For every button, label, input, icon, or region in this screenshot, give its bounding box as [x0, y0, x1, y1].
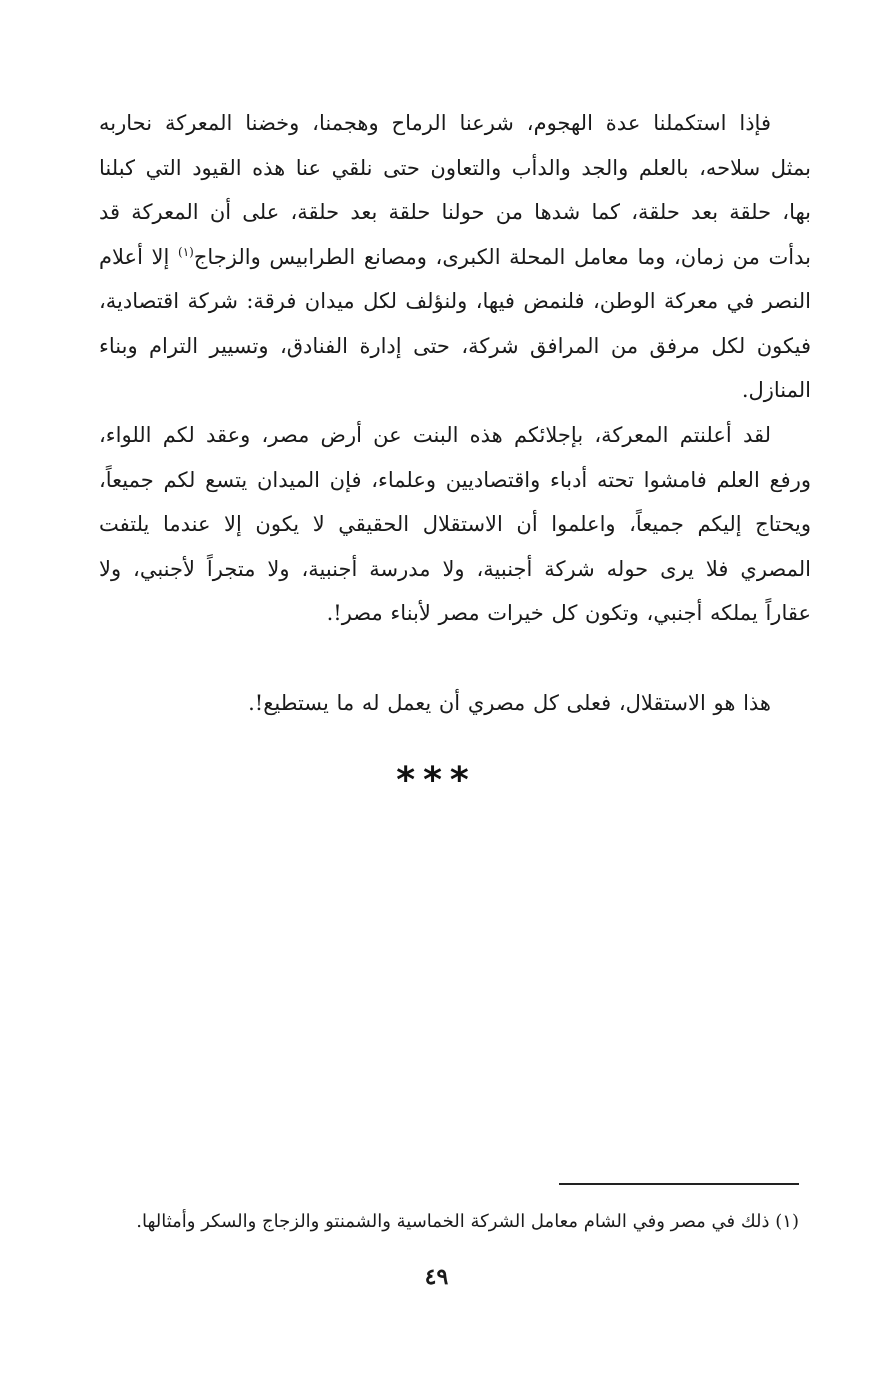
- footnote: (١) ذلك في مصر وفي الشام معامل الشركة الخماسية والشمنتو والزجاج والسكر وأمثالها.: [136, 1211, 799, 1232]
- paragraph-2-text: لقد أعلنتم المعركة، بإجلائكم هذه البنت عن أرض مصر، وعقد لكم اللواء، ورفع العلم فامشوا تحته أدباء واقتصاديين وعلماء، فإن الميدان يتسع لكم جميعاً، ويحتاج إليكم جميعاً، واعلموا أن الاستقلال الحقيقي لا يكون إلا عندما يلتفت المصري فلا يرى حوله شركة أجنبية، ولا مدرسة أجنبية، ولا متجراً لأجنبي، ولا عقاراً يملكه أجنبي، وتكون كل خيرات مصر لأبناء مصر!.: [99, 423, 811, 625]
- paragraph-1: [99, 101, 811, 413]
- footnote-reference: (١): [178, 244, 194, 259]
- page-number: ٤٩: [424, 1264, 449, 1290]
- footnote-divider: [559, 1183, 799, 1185]
- paragraph-3: [99, 681, 811, 726]
- paragraph-1-text: فإذا استكملنا عدة الهجوم، شرعنا الرماح وهجمنا، وخضنا المعركة نحاربه بمثل سلاحه، بالعلم والجد والدأب والتعاون حتى نلقي عنا هذه القيود التي كبلنا بها، حلقة بعد حلقة، كما شدها من حولنا حلقة بعد حلقة، على أن المعركة قد بدأت من زمان، وما معامل المحلة الكبرى، ومصانع الطرابيس والزجاج: [99, 111, 811, 269]
- section-separator: ***: [396, 760, 477, 801]
- paragraph-3-text: هذا هو الاستقلال، فعلى كل مصري أن يعمل له ما يستطيع!.: [248, 691, 771, 715]
- paragraph-1-continuation: إلا أعلام النصر في معركة الوطن، فلنمض فيها، ولنؤلف لكل ميدان فرقة: شركة اقتصادية، فيكون لكل مرفق من المرافق شركة، حتى إدارة الفنادق، وتسيير الترام وبناء المنازل.: [99, 244, 811, 402]
- paragraph-2: [99, 413, 811, 636]
